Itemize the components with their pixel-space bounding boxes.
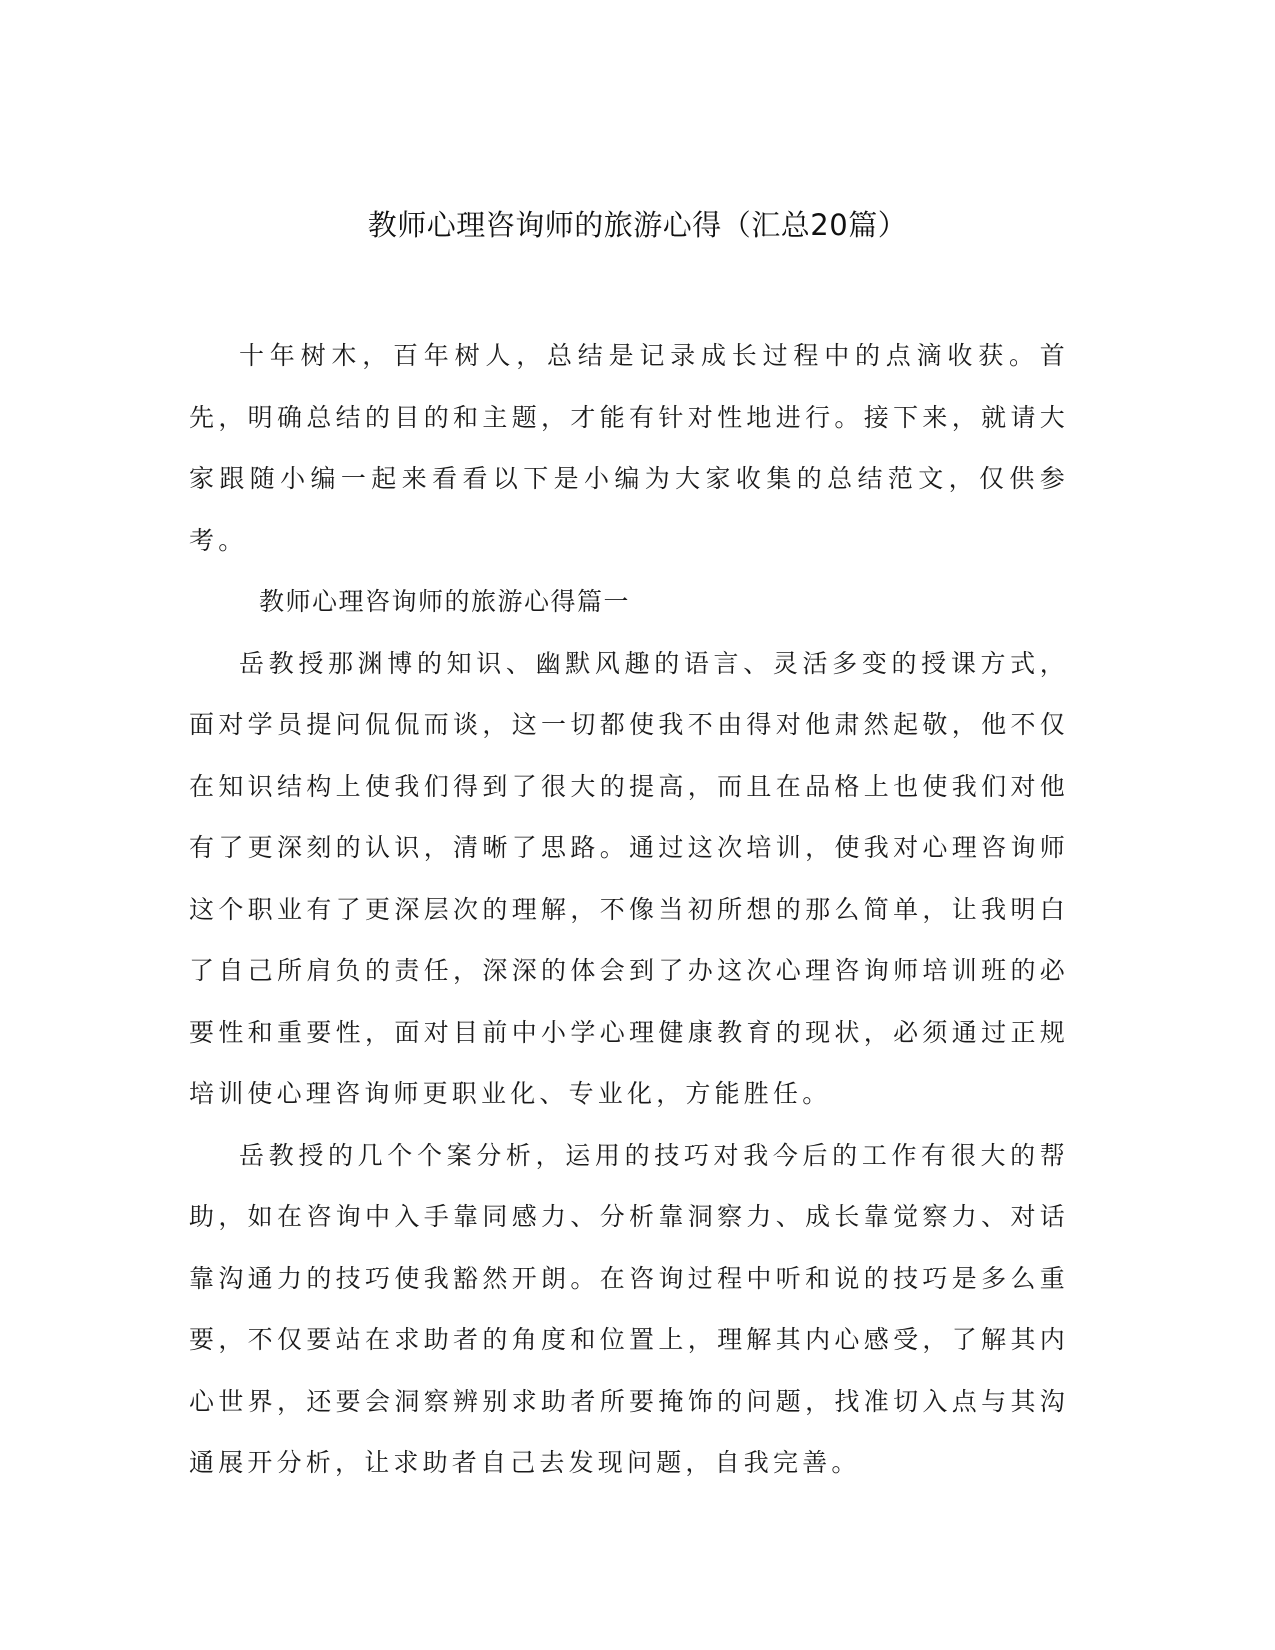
document-title: 教师心理咨询师的旅游心得（汇总20篇） [367,208,908,242]
document-body [189,325,1069,1494]
section-heading: 教师心理咨询师的旅游心得篇一 [259,587,631,616]
body-paragraph-1: 岳教授那渊博的知识、幽默风趣的语言、灵活多变的授课方式，面对学员提问侃侃而谈，这一切都使我不由得对他肃然起敬，他不仅在知识结构上使我们得到了很大的提高，而且在品格上也使我们对他有了更深刻的认识，清晰了思路。通过这次培训，使我对心理咨询师这个职业有了更深层次的理解，不像当初所想的那么简单，让我明白了自己所肩负的责任，深深的体会到了办这次心理咨询师培训班的必要性和重要性，面对目前中小学心理健康教育的现状，必须通过正规培训使心理咨询师更职业化、专业化，方能胜任。 [189,648,1069,1108]
body-paragraph-2: 岳教授的几个个案分析，运用的技巧对我今后的工作有很大的帮助，如在咨询中入手靠同感力、分析靠洞察力、成长靠觉察力、对话靠沟通力的技巧使我豁然开朗。在咨询过程中听和说的技巧是多么重要，不仅要站在求助者的角度和位置上，理解其内心感受，了解其内心世界，还要会洞察辨别求助者所要掩饰的问题，找准切入点与其沟通展开分析，让求助者自己去发现问题，自我完善。 [189,1140,1069,1477]
intro-paragraph: 十年树木，百年树人，总结是记录成长过程中的点滴收获。首先，明确总结的目的和主题，才能有针对性地进行。接下来，就请大家跟随小编一起来看看以下是小编为大家收集的总结范文，仅供参考。 [189,341,1069,555]
